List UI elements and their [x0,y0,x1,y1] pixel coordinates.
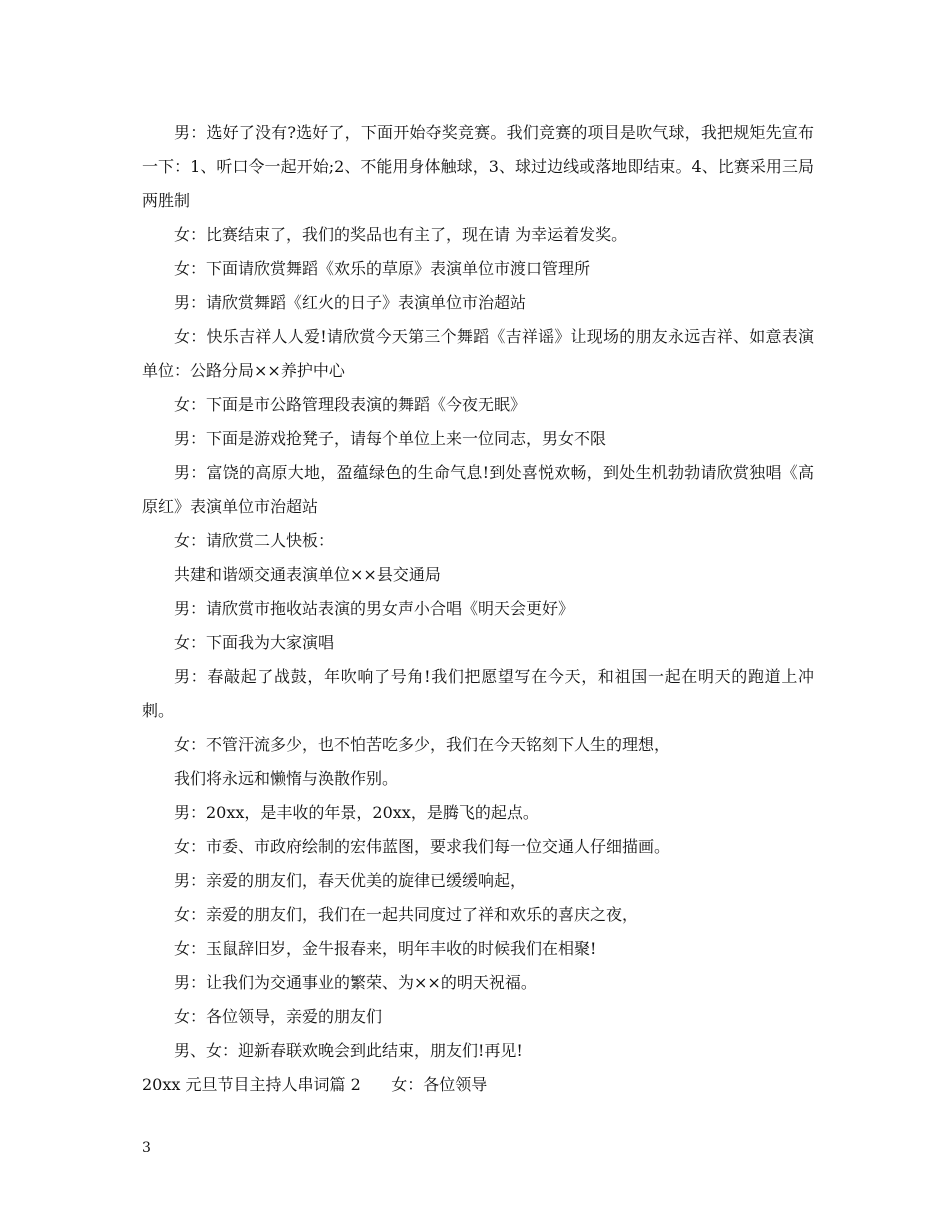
paragraph: 男：选好了没有?选好了，下面开始夺奖竞赛。我们竞赛的项目是吹气球，我把规矩先宣布一下：1、听口令一起开始;2、不能用身体触球，3、球过边线或落地即结束。4、比赛采用三局两胜制 [142,123,814,210]
paragraph: 女：下面是市公路管理段表演的舞蹈《今夜无眠》 [174,395,527,414]
paragraph: 女：下面请欣赏舞蹈《欢乐的草原》表演单位市渡口管理所 [174,259,591,278]
paragraph: 男：请欣赏舞蹈《红火的日子》表演单位市治超站 [174,293,527,312]
paragraph: 女：亲爱的朋友们，我们在一起共同度过了祥和欢乐的喜庆之夜， [174,905,639,924]
next-section-heading: 20xx 元旦节目主持人串词篇 2 女：各位领导 [142,1075,488,1094]
paragraph: 男：让我们为交通事业的繁荣、为××的明天祝福。 [174,973,537,992]
paragraph: 女：快乐吉祥人人爱!请欣赏今天第三个舞蹈《吉祥谣》让现场的朋友永远吉祥、如意表演单位：公路分局××养护中心 [142,327,814,380]
paragraph: 女：市委、市政府绘制的宏伟蓝图，要求我们每一位交通人仔细描画。 [174,837,671,856]
paragraph: 女：不管汗流多少，也不怕苦吃多少，我们在今天铭刻下人生的理想， [174,735,671,754]
paragraph: 男：请欣赏市拖收站表演的男女声小合唱《明天会更好》 [174,599,575,618]
document-body [142,116,814,1102]
paragraph: 男：春敲起了战鼓，年吹响了号角!我们把愿望写在今天，和祖国一起在明天的跑道上冲刺。 [142,667,814,720]
paragraph: 共建和谐颂交通表演单位××县交通局 [174,565,441,584]
paragraph: 女：请欣赏二人快板： [174,531,335,550]
paragraph: 男：20xx，是丰收的年景，20xx，是腾飞的起点。 [174,803,539,822]
paragraph: 女：各位领导，亲爱的朋友们 [174,1007,383,1026]
paragraph: 男、女：迎新春联欢晚会到此结束，朋友们!再见! [174,1041,523,1060]
paragraph: 男：富饶的高原大地，盈蕴绿色的生命气息!到处喜悦欢畅，到处生机勃勃请欣赏独唱《高原红》表演单位市治超站 [142,463,814,516]
page-number: 3 [142,1140,151,1156]
paragraph: 男：亲爱的朋友们，春天优美的旋律已缓缓响起， [174,871,527,890]
paragraph: 女：比赛结束了，我们的奖品也有主了，现在请 为幸运着发奖。 [174,225,628,244]
paragraph: 女：玉鼠辞旧岁，金牛报春来，明年丰收的时候我们在相聚! [174,939,597,958]
paragraph: 男：下面是游戏抢凳子，请每个单位上来一位同志，男女不限 [174,429,607,448]
paragraph: 女：下面我为大家演唱 [174,633,335,652]
paragraph: 我们将永远和懒惰与涣散作别。 [174,769,399,788]
